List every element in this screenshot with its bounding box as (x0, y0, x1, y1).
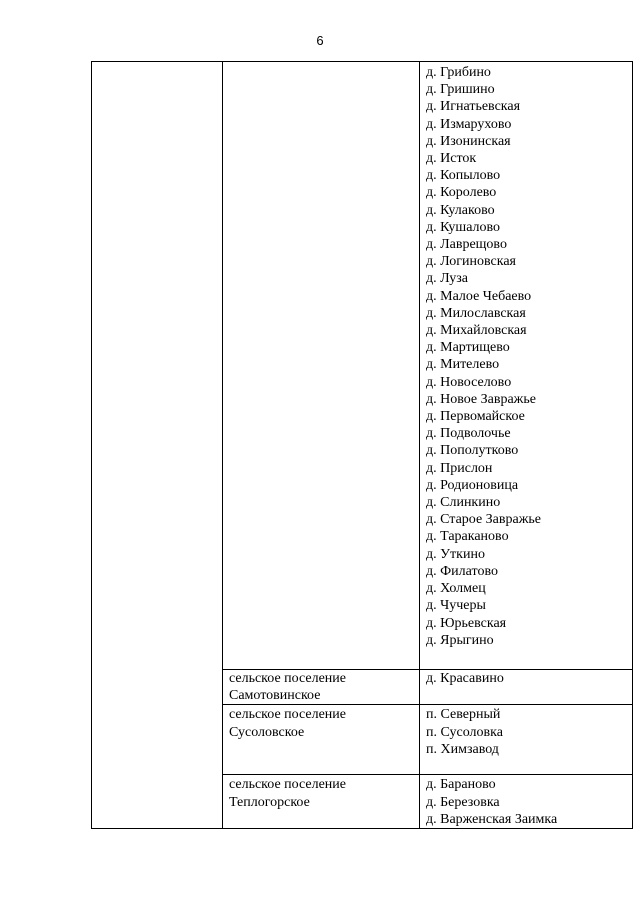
settlement-item: д. Новоселово (426, 374, 512, 390)
settlement-item: д. Юрьевская (426, 615, 507, 631)
settlement-item: д. Бараново (426, 777, 496, 793)
municipality-cell (223, 705, 420, 775)
settlement-item: д. Грибино (426, 65, 491, 80)
settlement-item: д. Измарухово (426, 116, 512, 132)
settlement-item: д. Филатово (426, 563, 498, 579)
settlement-item: д. Новое Завражье (426, 391, 536, 407)
settlements-cell (420, 775, 633, 829)
settlement-item: д. Копылово (426, 168, 501, 184)
settlement-item: д. Прислон (426, 460, 493, 476)
settlement-item: д. Луза (426, 271, 469, 287)
settlement-item: д. Подволочье (426, 426, 511, 442)
settlements-cell (420, 669, 633, 704)
settlement-item: д. Холмец (426, 581, 486, 597)
municipality-type: сельское поселение (229, 707, 346, 723)
settlement-item: д. Кушалово (426, 219, 501, 235)
settlements-table (91, 61, 633, 829)
municipality-name: Теплогорское (229, 794, 310, 810)
settlement-item: д. Кулаково (426, 202, 495, 218)
settlement-item: д. Старое Завражье (426, 512, 541, 528)
municipality-type: сельское поселение (229, 670, 346, 686)
settlement-item: п. Химзавод (426, 741, 499, 757)
settlement-item: д. Изонинская (426, 133, 511, 149)
settlement-item: д. Лаврещово (426, 237, 507, 253)
municipality-type: сельское поселение (229, 777, 346, 793)
settlement-item: д. Уткино (426, 546, 485, 562)
municipality-name: Самотовинское (229, 688, 321, 704)
page-number: 6 (316, 33, 324, 48)
municipality-cell (223, 62, 420, 670)
municipality-cell (223, 669, 420, 704)
settlement-item: д. Малое Чебаево (426, 288, 532, 304)
settlement-item: д. Ярыгино (426, 632, 494, 648)
settlement-item: д. Березовка (426, 794, 500, 810)
municipality-name: Сусоловское (229, 724, 305, 740)
settlement-list (420, 62, 632, 669)
settlement-item: д. Гришино (426, 82, 495, 98)
settlement-item: п. Сусоловка (426, 724, 503, 740)
settlements-cell (420, 62, 633, 670)
settlement-item: д. Первомайское (426, 409, 525, 425)
settlement-item: п. Северный (426, 707, 501, 723)
settlement-item: д. Родионовица (426, 477, 519, 493)
settlement-item: д. Исток (426, 151, 477, 167)
settlement-item: д. Логиновская (426, 254, 516, 270)
table-row (92, 62, 633, 670)
district-cell (92, 62, 223, 829)
settlement-item: д. Красавино (426, 670, 504, 686)
settlement-item: д. Тараканово (426, 529, 509, 545)
settlements-cell (420, 705, 633, 775)
settlement-item: д. Варженская Заимка (426, 811, 558, 827)
settlement-item: д. Чучеры (426, 598, 486, 614)
settlement-item: д. Игнатьевская (426, 99, 521, 115)
settlement-item: д. Королево (426, 185, 497, 201)
settlement-item: д. Милославская (426, 305, 526, 321)
municipality-cell (223, 775, 420, 829)
settlement-item: д. Пополутково (426, 443, 519, 459)
settlement-item: д. Мителево (426, 357, 500, 373)
settlement-item: д. Михайловская (426, 323, 527, 339)
settlement-item: д. Слинкино (426, 495, 501, 511)
settlement-item: д. Мартищево (426, 340, 510, 356)
